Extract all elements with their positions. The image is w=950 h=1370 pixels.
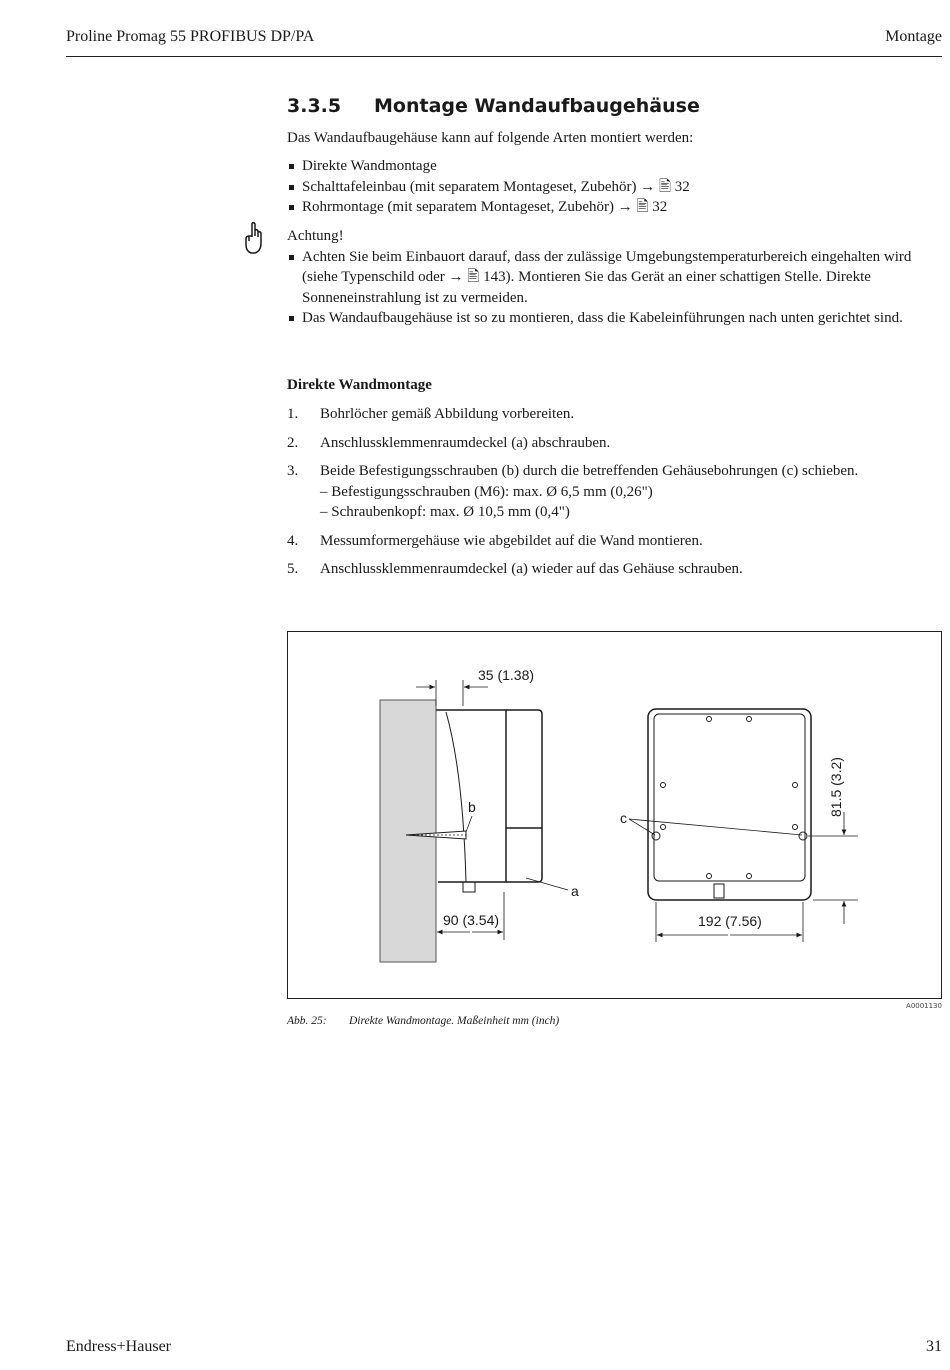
list-item (287, 531, 942, 552)
section-heading (287, 95, 700, 117)
running-header-section: Montage (885, 28, 942, 45)
mounting-options-list (287, 156, 942, 218)
label-b: b (468, 799, 476, 815)
caution-list (287, 247, 942, 329)
step-text: Beide Befestigungsschrauben (b) durch die betreffenden Gehäusebohrungen (c) schieben. (320, 463, 859, 479)
figure-id: A0001130 (906, 1002, 942, 1010)
mounting-hole-right (799, 832, 807, 840)
step-subitem: – Schraubenkopf: max. Ø 10,5 mm (0,4") (320, 504, 570, 520)
header-rule (66, 56, 942, 57)
housing-cover-outline (506, 710, 542, 882)
list-item: Das Wandaufbaugehäuse ist so zu montieren, dass die Kabeleinführungen nach unten gerichtet sind. (287, 308, 942, 329)
step-text: Bohrlöcher gemäß Abbildung vorbereiten. (320, 406, 575, 422)
housing-side-outline (436, 710, 506, 882)
wall-section (380, 700, 436, 962)
footer-brand: Endress+Hauser (66, 1338, 171, 1355)
dim-height: 81.5 (3.2) (828, 757, 844, 817)
list-item (287, 461, 942, 523)
step-number: 3. (287, 463, 299, 479)
section-title: Montage Wandaufbaugehäuse (374, 95, 700, 117)
dim-top-offset: 35 (1.38) (478, 667, 535, 683)
step-number: 2. (287, 434, 299, 451)
step-number: 1. (287, 406, 299, 422)
list-item: Direkte Wandmontage (287, 156, 942, 177)
list-item: Achten Sie beim Einbauort darauf, dass der zulässige Umgebungstemperaturbereich eingehalten wird (siehe Typenschild oder → 🖹 143). Montieren Sie das Gerät an einer schattigen Stelle. Direkte Sonneneinstrahlung ist zu vermeiden. (287, 247, 942, 309)
label-c: c (620, 810, 627, 826)
intro-paragraph: Das Wandaufbaugehäuse kann auf folgende Arten montiert werden: (287, 130, 694, 146)
steps-list (287, 404, 942, 588)
caution-box (287, 226, 942, 329)
hand-pointing-icon (243, 221, 265, 255)
caption-label: Abb. 25: (287, 1015, 327, 1027)
step-text: Messumformergehäuse wie abgebildet auf die Wand montieren. (320, 532, 703, 549)
step-subitem: – Befestigungsschrauben (M6): max. Ø 6,5 mm (0,26") (320, 483, 653, 500)
figure-frame (287, 631, 942, 999)
dim-width: 192 (7.56) (698, 913, 762, 929)
list-item: Rohrmontage (mit separatem Montageset, Zubehör) → 🖹 32 (287, 197, 942, 218)
housing-front-outline (648, 709, 811, 900)
subsection-heading: Direkte Wandmontage (287, 377, 432, 393)
section-number: 3.3.5 (287, 95, 342, 117)
label-a: a (571, 883, 579, 899)
caption-text: Direkte Wandmontage. Maßeinheit mm (inch) (349, 1015, 560, 1027)
dim-depth: 90 (3.54) (443, 912, 500, 928)
step-number: 4. (287, 532, 299, 549)
step-text: Anschlussklemmenraumdeckel (a) wieder auf das Gehäuse schrauben. (320, 561, 743, 577)
step-text: Anschlussklemmenraumdeckel (a) abschrauben. (320, 434, 611, 451)
figure-caption (287, 1015, 559, 1027)
list-item (287, 559, 942, 580)
caution-title: Achtung! (287, 228, 344, 244)
step-number: 5. (287, 561, 299, 577)
running-header-title: Proline Promag 55 PROFIBUS DP/PA (66, 28, 315, 45)
list-item (287, 404, 942, 425)
list-item (287, 433, 942, 454)
mounting-diagram (288, 632, 941, 998)
page-number: 31 (926, 1338, 942, 1355)
mounting-hole-left (652, 832, 660, 840)
list-item: Schalttafeleinbau (mit separatem Montageset, Zubehör) → 🖹 32 (287, 177, 942, 198)
